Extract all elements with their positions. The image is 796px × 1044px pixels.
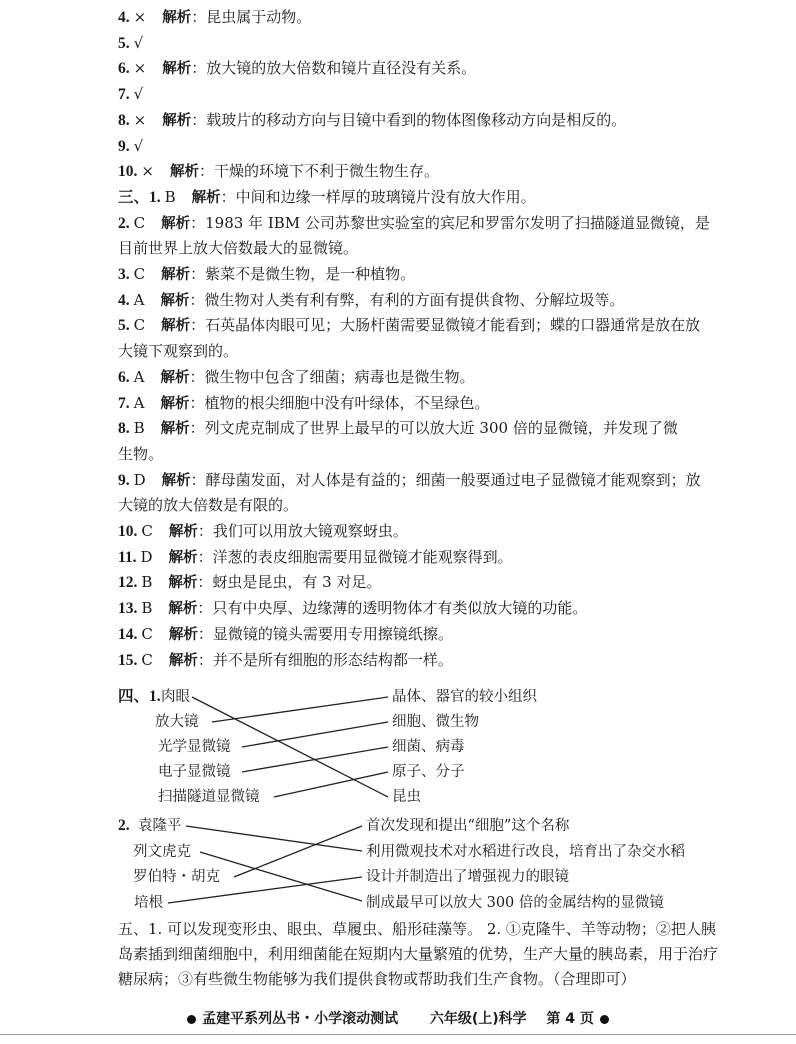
footer-bullet-icon (600, 1015, 609, 1024)
answer-number: 13. (118, 600, 138, 618)
answer-number: 2. (118, 214, 130, 232)
section5-line: 岛素插到细菌细胞中，利用细菌能在短期内大量繁殖的优势，生产大量的胰岛素，用于治疗 (118, 945, 719, 963)
analysis-label: 解析 (162, 61, 192, 78)
answer-text: ：载玻片的移动方向与目镜中看到的物体图像移动方向是相反的。 (191, 110, 627, 129)
analysis-label: 解析 (161, 318, 191, 335)
section5-line: 糖尿病；③有些微生物能够为我们提供食物或帮助我们生产食物。（合理即可） (118, 970, 636, 988)
answer-number: 8. (118, 111, 130, 129)
answer-text: ：微生物对人类有利有弊，有利的方面有提供食物、分解垃圾等。 (189, 290, 625, 309)
answer-number: 10. (118, 523, 138, 540)
answer-number: 6. (118, 60, 130, 78)
answer-text: ：石英晶体肉眼可见；大肠杆菌需要显微镜才能看到；蝶的口器通常是放在放 (190, 316, 701, 335)
section5-line: 五、1. 可以发现变形虫、眼虫、草履虫、船形硅藻等。 2. ①克隆牛、羊等动物；②把人胰 (118, 920, 716, 938)
answer-mark: A (133, 393, 145, 412)
answer-text: ：洋葱的表皮细胞需要用显微镜才能观察得到。 (197, 547, 513, 566)
match-left-item: 肉眼 (161, 689, 190, 705)
match-line (242, 747, 388, 772)
answer-text: 大镜下观察到的。 (118, 342, 239, 361)
page-footer (0, 1008, 796, 1028)
answer-number: 5. (118, 317, 130, 335)
answer-mark: √ (133, 85, 144, 104)
match-left-item: 扫描隧道显微镜 (158, 789, 260, 805)
match-right-item: 设计并制造出了增强视力的眼镜 (366, 869, 569, 885)
answer-number: 3. (118, 266, 130, 283)
section4-head2: 2. (118, 817, 130, 834)
answer-mark: √ (133, 136, 144, 155)
answer-text: ：微生物中包含了细菌；病毒也是微生物。 (189, 367, 475, 386)
answer-text: ：蚜虫是昆虫，有 3 对足。 (197, 573, 382, 592)
answer-mark: D (133, 470, 146, 489)
answer-number: 4. (118, 291, 130, 309)
answer-mark: C (133, 265, 146, 283)
match-line (234, 826, 362, 877)
answer-text: ：只有中央厚、边缘薄的透明物体才有类似放大镜的功能。 (197, 599, 588, 618)
analysis-label: 解析 (161, 215, 191, 232)
answer-mark: A (133, 367, 145, 386)
answer-mark: B (164, 187, 176, 206)
match-right-item: 制成最早可以放大 300 倍的金属结构的显微镜 (366, 895, 664, 911)
analysis-label: 解析 (160, 421, 190, 438)
answer-text: ：我们可以用放大镜观察蚜虫。 (197, 522, 408, 540)
match-left-item: 光学显微镜 (158, 739, 231, 755)
answer-text: ：并不是所有细胞的形态结构都一样。 (197, 650, 453, 669)
footer-page: 第 4 页 (546, 1011, 594, 1027)
footer-series: 孟建平系列丛书・小学滚动测试 (202, 1011, 399, 1027)
answer-number: 三、1. (118, 188, 161, 206)
analysis-label: 解析 (162, 10, 192, 26)
footer-grade: 六年级(上)科学 (429, 1011, 527, 1027)
analysis-label: 解析 (161, 267, 191, 283)
answer-number: 7. (118, 394, 130, 412)
answer-text: ：显微镜的镜头需要用专用擦镜纸擦。 (197, 624, 453, 643)
answer-mark: × (133, 59, 147, 78)
answer-mark: × (141, 162, 154, 181)
match-right-item: 晶体、器官的较小组织 (392, 689, 537, 705)
analysis-label: 解析 (168, 601, 198, 618)
answer-mark: C (133, 316, 146, 335)
answer-number: 11. (118, 548, 137, 566)
answer-text: ：干燥的环境下不利于微生物生存。 (198, 162, 439, 181)
answer-mark: B (141, 573, 153, 592)
answer-text: 大镜的放大倍数是有限的。 (118, 496, 299, 515)
match-line (274, 772, 388, 797)
match-right-item: 细菌、病毒 (392, 739, 465, 755)
analysis-label: 解析 (160, 292, 190, 309)
answer-text: 生物。 (118, 444, 164, 463)
match-line (242, 722, 388, 747)
answer-mark: × (133, 8, 147, 26)
answer-number: 15. (118, 651, 138, 669)
analysis-label: 解析 (168, 575, 198, 592)
match-line (212, 697, 388, 722)
answer-number: 8. (118, 420, 130, 438)
answer-number: 10. (118, 163, 138, 181)
answer-text: ：中间和边缘一样厚的玻璃镜片没有放大作用。 (220, 187, 536, 206)
answer-mark: D (140, 547, 153, 566)
footer-bullet-icon (187, 1015, 196, 1024)
answer-text: ：昆虫属于动物。 (191, 8, 312, 26)
answer-text: 目前世界上放大倍数最大的显微镜。 (118, 239, 359, 258)
analysis-label: 解析 (168, 626, 198, 643)
answer-mark: C (133, 213, 146, 232)
answer-number: 4. (118, 9, 130, 26)
answer-number: 9. (118, 471, 130, 489)
match-left-item: 罗伯特・胡克 (133, 869, 220, 885)
answer-text: ：酵母菌发面，对人体是有益的；细菌一般要通过电子显微镜才能观察到；放 (190, 470, 701, 489)
match-left-item: 电子显微镜 (158, 764, 231, 780)
answer-mark: C (141, 624, 153, 643)
answer-mark: A (133, 290, 145, 309)
analysis-label: 解析 (191, 189, 221, 206)
answer-text: ：植物的根尖细胞中没有叶绿体，不呈绿色。 (189, 393, 490, 412)
match-line (200, 852, 362, 901)
answer-text: ：放大镜的放大倍数和镜片直径没有关系。 (191, 59, 477, 78)
analysis-label: 解析 (169, 164, 199, 181)
answer-text: ：1983 年 IBM 公司苏黎世实验室的宾尼和罗雷尔发明了扫描隧道显微镜，是 (190, 213, 710, 232)
answer-text: ：列文虎克制成了世界上最早的可以放大近 300 倍的显微镜，并发现了微 (189, 419, 678, 438)
analysis-label: 解析 (160, 369, 190, 386)
match-right-item: 原子、分子 (392, 764, 465, 780)
match-right-item: 昆虫 (392, 789, 421, 805)
match-right-item: 首次发现和提出“细胞”这个名称 (366, 818, 570, 834)
answer-number: 9. (118, 137, 130, 155)
section4-head: 四、1. (118, 688, 161, 705)
answer-mark: C (141, 522, 153, 540)
answer-mark: B (133, 419, 145, 438)
match-right-item: 细胞、微生物 (392, 714, 479, 730)
answer-number: 7. (118, 86, 130, 104)
match-left-item: 袁隆平 (138, 818, 182, 834)
match-left-item: 列文虎克 (133, 844, 191, 860)
answer-mark: √ (133, 33, 144, 52)
match-line (186, 826, 362, 851)
analysis-label: 解析 (162, 112, 192, 129)
footer-rule (0, 1034, 796, 1035)
analysis-label: 解析 (160, 395, 190, 412)
analysis-label: 解析 (168, 549, 198, 566)
answer-number: 12. (118, 574, 138, 592)
match-left-item: 放大镜 (155, 714, 199, 730)
analysis-label: 解析 (168, 652, 198, 669)
answer-text: ：紫菜不是微生物，是一种植物。 (190, 265, 416, 283)
analysis-label: 解析 (168, 524, 198, 540)
answer-number: 14. (118, 625, 138, 643)
answer-mark: × (133, 110, 147, 129)
match-left-item: 培根 (134, 895, 163, 911)
answer-mark: C (141, 650, 153, 669)
answer-number: 6. (118, 368, 130, 386)
match-right-item: 利用微观技术对水稻进行改良，培育出了杂交水稻 (366, 844, 685, 860)
answer-mark: B (141, 599, 153, 618)
analysis-label: 解析 (161, 472, 191, 489)
answer-number: 5. (118, 34, 130, 52)
